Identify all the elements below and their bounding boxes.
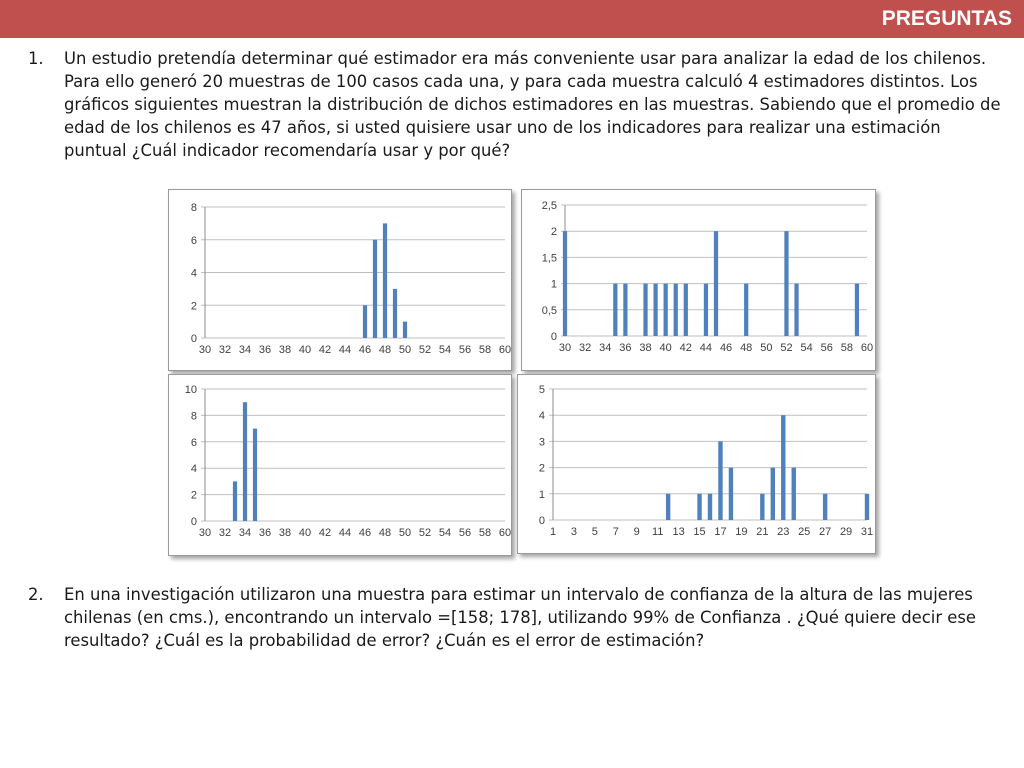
y-tick-label: 1 — [538, 488, 545, 501]
x-tick-label: 34 — [238, 344, 252, 356]
x-tick-label: 32 — [218, 344, 232, 356]
x-tick-label: 58 — [840, 342, 853, 354]
y-tick-label: 0 — [538, 515, 545, 527]
y-tick-label: 8 — [190, 410, 197, 423]
x-tick-label: 42 — [318, 344, 332, 356]
y-tick-label: 1 — [550, 278, 557, 291]
question-2 — [28, 583, 1008, 652]
bar — [704, 284, 708, 336]
y-tick-label: 2 — [550, 226, 557, 239]
x-tick-label: 46 — [358, 344, 372, 356]
x-tick-label: 46 — [358, 527, 372, 539]
x-tick-label: 36 — [258, 344, 272, 356]
x-tick-label: 25 — [798, 526, 811, 538]
bar — [613, 284, 617, 336]
x-tick-label: 36 — [619, 342, 632, 354]
y-tick-label: 3 — [538, 436, 545, 449]
y-tick-label: 4 — [190, 267, 197, 280]
x-tick-label: 52 — [780, 342, 793, 354]
y-tick-label: 2 — [538, 462, 545, 475]
bar — [823, 494, 827, 520]
bar — [865, 494, 869, 520]
x-tick-label: 21 — [756, 526, 769, 538]
chart-2 — [521, 189, 876, 371]
bar — [253, 429, 257, 521]
question-text: En una investigación utilizaron una muestra para estimar un intervalo de confianza de la altura de las mujeres chilenas (en cms.), encontrando un intervalo =[158; 178], utilizando 99% de Confianza . ¿Qué quiere decir ese resultado? ¿Cuál es la probabilidad de error? ¿Cuán es el error de estimación? — [64, 585, 976, 650]
bar — [233, 481, 237, 521]
x-tick-label: 32 — [579, 342, 592, 354]
x-tick-label: 48 — [378, 344, 392, 356]
x-tick-label: 29 — [839, 526, 853, 538]
bar — [744, 284, 748, 336]
x-tick-label: 32 — [218, 527, 232, 539]
y-tick-label: 2,5 — [541, 200, 557, 212]
x-tick-label: 54 — [438, 527, 452, 539]
x-tick-label: 56 — [458, 344, 472, 356]
x-tick-label: 9 — [633, 526, 640, 538]
x-tick-label: 40 — [298, 344, 312, 356]
x-tick-label: 42 — [679, 342, 692, 354]
x-tick-label: 38 — [278, 527, 292, 539]
x-tick-label: 34 — [599, 342, 612, 354]
x-tick-label: 50 — [398, 527, 412, 539]
x-tick-label: 60 — [860, 342, 874, 354]
bar — [563, 231, 567, 336]
y-tick-label: 0 — [190, 333, 197, 345]
x-tick-label: 54 — [438, 344, 452, 356]
x-tick-label: 38 — [639, 342, 652, 354]
x-tick-label: 38 — [278, 344, 292, 356]
chart-4 — [517, 374, 876, 554]
bar — [623, 284, 627, 336]
bar — [643, 284, 647, 336]
x-tick-label: 58 — [478, 344, 492, 356]
bar — [794, 284, 798, 336]
bar — [666, 494, 670, 520]
y-tick-label: 0,5 — [541, 304, 557, 317]
x-tick-label: 60 — [498, 527, 511, 539]
x-tick-label: 27 — [819, 526, 832, 538]
x-tick-label: 5 — [591, 526, 598, 538]
bar — [403, 322, 407, 338]
x-tick-label: 30 — [198, 344, 212, 356]
question-1 — [28, 47, 1008, 162]
y-tick-label: 2 — [190, 489, 197, 502]
x-tick-label: 34 — [238, 527, 252, 539]
question-text: Un estudio pretendía determinar qué estimador era más conveniente usar para analizar la edad de los chilenos. Para ello generó 20 muestras de 100 casos cada una, y para cada muestra calculó 4 estimadores distintos. Los gráficos siguientes muestran la distribución de dichos estimadores en las muestras. Sabiendo que el promedio de edad de los chilenos es 47 años, si usted quisiere usar uno de los indicadores para realizar una estimación puntual ¿Cuál indicador recomendaría usar y por qué? — [64, 49, 1001, 160]
y-tick-label: 6 — [190, 436, 197, 449]
chart-svg — [522, 190, 875, 370]
chart-svg — [518, 375, 875, 553]
question-number: 2. — [28, 585, 44, 604]
y-tick-label: 0 — [550, 331, 557, 343]
x-tick-label: 42 — [318, 527, 332, 539]
y-tick-label: 2 — [190, 300, 197, 313]
x-tick-label: 46 — [719, 342, 733, 354]
x-tick-label: 7 — [612, 526, 619, 538]
chart-3 — [168, 374, 512, 556]
bar — [363, 305, 367, 338]
bar — [674, 284, 678, 336]
y-tick-label: 0 — [190, 516, 197, 528]
x-tick-label: 36 — [258, 527, 272, 539]
x-tick-label: 56 — [458, 527, 472, 539]
bar — [771, 468, 775, 520]
x-tick-label: 1 — [549, 526, 557, 538]
x-tick-label: 40 — [298, 527, 312, 539]
x-tick-label: 13 — [672, 526, 685, 538]
y-tick-label: 5 — [538, 384, 545, 396]
x-tick-label: 52 — [418, 344, 432, 356]
x-tick-label: 11 — [651, 526, 664, 538]
x-tick-label: 48 — [740, 342, 753, 354]
bar — [781, 415, 785, 520]
x-tick-label: 48 — [378, 527, 392, 539]
bar — [383, 223, 387, 338]
question-number: 1. — [28, 49, 44, 68]
y-tick-label: 4 — [190, 463, 197, 476]
x-tick-label: 30 — [558, 342, 572, 354]
chart-svg — [169, 190, 511, 370]
bar — [718, 441, 722, 520]
x-tick-label: 44 — [338, 527, 352, 539]
bar — [784, 231, 788, 336]
bar — [664, 284, 668, 336]
chart-svg — [169, 375, 511, 555]
y-tick-label: 6 — [190, 234, 197, 247]
x-tick-label: 40 — [659, 342, 672, 354]
y-tick-label: 4 — [538, 410, 545, 423]
page-title: PREGUNTAS — [881, 7, 1012, 30]
bar — [243, 402, 247, 521]
x-tick-label: 50 — [760, 342, 773, 354]
y-tick-label: 10 — [184, 384, 197, 396]
x-tick-label: 44 — [699, 342, 713, 354]
x-tick-label: 15 — [693, 526, 706, 538]
y-tick-label: 1,5 — [541, 252, 557, 265]
bar — [792, 468, 796, 520]
x-tick-label: 52 — [418, 527, 432, 539]
x-tick-label: 54 — [800, 342, 813, 354]
y-tick-label: 8 — [190, 202, 197, 214]
x-tick-label: 19 — [735, 526, 748, 538]
x-tick-label: 56 — [820, 342, 833, 354]
x-tick-label: 60 — [498, 344, 511, 356]
header-bar — [0, 0, 1024, 38]
x-tick-label: 31 — [860, 526, 874, 538]
bar — [697, 494, 701, 520]
bar — [708, 494, 712, 520]
bar — [684, 284, 688, 336]
x-tick-label: 17 — [714, 526, 727, 538]
bar — [393, 289, 397, 338]
x-tick-label: 44 — [338, 344, 352, 356]
x-tick-label: 3 — [570, 526, 577, 538]
bar — [373, 240, 377, 338]
x-tick-label: 23 — [777, 526, 790, 538]
x-tick-label: 30 — [198, 527, 212, 539]
x-tick-label: 58 — [478, 527, 492, 539]
bar — [729, 468, 733, 520]
chart-1 — [168, 189, 512, 371]
bar — [714, 231, 718, 336]
bar — [760, 494, 764, 520]
x-tick-label: 50 — [398, 344, 412, 356]
bar — [855, 284, 859, 336]
bar — [653, 284, 657, 336]
